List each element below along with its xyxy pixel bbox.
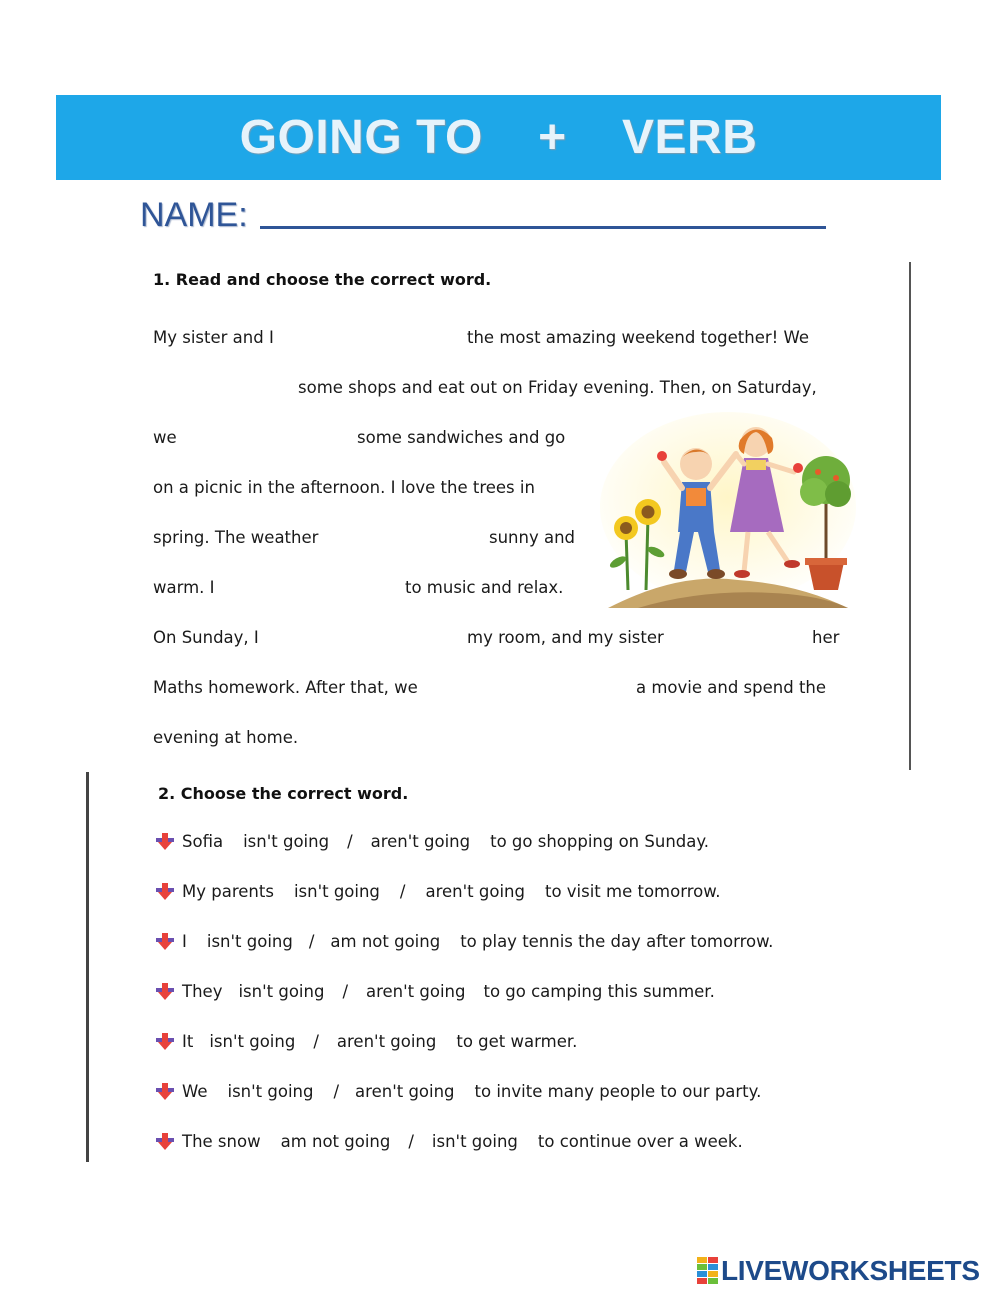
text-line-9: evening at home. <box>153 728 299 747</box>
item-rest: to play tennis the day after tomorrow. <box>460 931 774 951</box>
text-line-1b: the most amazing weekend together! We <box>467 328 810 347</box>
option-b[interactable]: aren't going <box>355 1081 455 1101</box>
separator: / <box>313 1031 319 1051</box>
text-line-8b: a movie and spend the <box>636 678 827 697</box>
answer-blank-2[interactable] <box>153 378 293 399</box>
section2-border <box>86 772 89 1162</box>
text-line-3b: some sandwiches and go <box>357 428 566 447</box>
text-line-5a: spring. The weather <box>153 528 319 547</box>
option-a[interactable]: am not going <box>280 1131 391 1151</box>
text-line-4: on a picnic in the afternoon. I love the trees in <box>153 478 535 497</box>
item-subject: We <box>182 1081 208 1101</box>
name-field <box>140 196 826 235</box>
name-input-line[interactable] <box>260 226 826 229</box>
option-a[interactable]: isn't going <box>206 931 293 951</box>
answer-blank-6[interactable] <box>280 628 460 649</box>
item-subject: I <box>182 931 187 951</box>
item-rest: to get warmer. <box>456 1031 578 1051</box>
item-subject: They <box>182 981 223 1001</box>
liveworksheets-logo[interactable] <box>697 1255 980 1287</box>
option-b[interactable]: aren't going <box>370 831 471 851</box>
item-rest: to visit me tomorrow. <box>544 881 721 901</box>
item-subject: My parents <box>182 881 274 901</box>
separator: / <box>408 1131 414 1151</box>
answer-blank-5[interactable] <box>230 578 398 599</box>
list-item <box>155 1131 743 1151</box>
list-item <box>155 981 715 1001</box>
option-a[interactable]: isn't going <box>238 981 325 1001</box>
title-banner <box>56 95 941 180</box>
section2-heading: 2. Choose the correct word. <box>158 784 409 803</box>
option-a[interactable]: isn't going <box>293 881 380 901</box>
option-b[interactable]: isn't going <box>431 1131 518 1151</box>
text-line-6a: warm. I <box>153 578 215 597</box>
item-rest: to go shopping on Sunday. <box>490 831 710 851</box>
item-subject: The snow <box>182 1131 261 1151</box>
arrow-down-bullet-icon <box>155 981 175 1001</box>
arrow-down-bullet-icon <box>155 881 175 901</box>
separator: / <box>308 931 315 951</box>
list-item <box>155 831 709 851</box>
list-item <box>155 881 720 901</box>
list-item <box>155 1031 577 1051</box>
text-line-7a: On Sunday, I <box>153 628 259 647</box>
logo-text: LIVEWORKSHEETS <box>721 1255 980 1286</box>
text-line-7b: my room, and my sister <box>467 628 664 647</box>
option-b[interactable]: aren't going <box>425 881 525 901</box>
item-rest: to invite many people to our party. <box>474 1081 762 1101</box>
section1-heading: 1. Read and choose the correct word. <box>153 270 492 289</box>
option-b[interactable]: am not going <box>330 931 441 951</box>
text-line-7c: her <box>812 628 840 647</box>
arrow-down-bullet-icon <box>155 1081 175 1101</box>
separator: / <box>333 1081 340 1101</box>
item-rest: to continue over a week. <box>537 1131 743 1151</box>
answer-blank-7[interactable] <box>683 628 805 649</box>
arrow-down-bullet-icon <box>155 831 175 851</box>
item-subject: It <box>182 1031 194 1051</box>
separator: / <box>347 831 353 851</box>
option-a[interactable]: isn't going <box>209 1031 296 1051</box>
text-line-8a: Maths homework. After that, we <box>153 678 418 697</box>
list-item <box>155 931 773 951</box>
arrow-down-bullet-icon <box>155 1031 175 1051</box>
arrow-down-bullet-icon <box>155 931 175 951</box>
text-line-6b: to music and relax. <box>405 578 564 597</box>
option-a[interactable]: isn't going <box>243 831 330 851</box>
answer-blank-3[interactable] <box>185 428 350 449</box>
separator: / <box>342 981 348 1001</box>
page-title: GOING TO + VERB <box>239 111 758 164</box>
list-item <box>155 1081 761 1101</box>
text-line-2: some shops and eat out on Friday evening. Then, on Saturday, <box>298 378 817 397</box>
name-label: NAME: <box>140 196 248 234</box>
section1-border <box>909 262 911 770</box>
answer-blank-4[interactable] <box>345 528 483 549</box>
item-subject: Sofia <box>182 831 224 851</box>
liveworksheets-logo-icon <box>697 1257 719 1285</box>
text-line-3a: we <box>153 428 177 447</box>
answer-blank-8[interactable] <box>466 678 628 699</box>
children-dancing-illustration <box>598 412 856 608</box>
item-rest: to go camping this summer. <box>483 981 715 1001</box>
arrow-down-bullet-icon <box>155 1131 175 1151</box>
text-line-5b: sunny and <box>489 528 576 547</box>
option-b[interactable]: aren't going <box>366 981 466 1001</box>
answer-blank-1[interactable] <box>300 328 460 349</box>
option-b[interactable]: aren't going <box>336 1031 437 1051</box>
separator: / <box>399 881 406 901</box>
text-line-1a: My sister and I <box>153 328 274 347</box>
option-a[interactable]: isn't going <box>227 1081 314 1101</box>
